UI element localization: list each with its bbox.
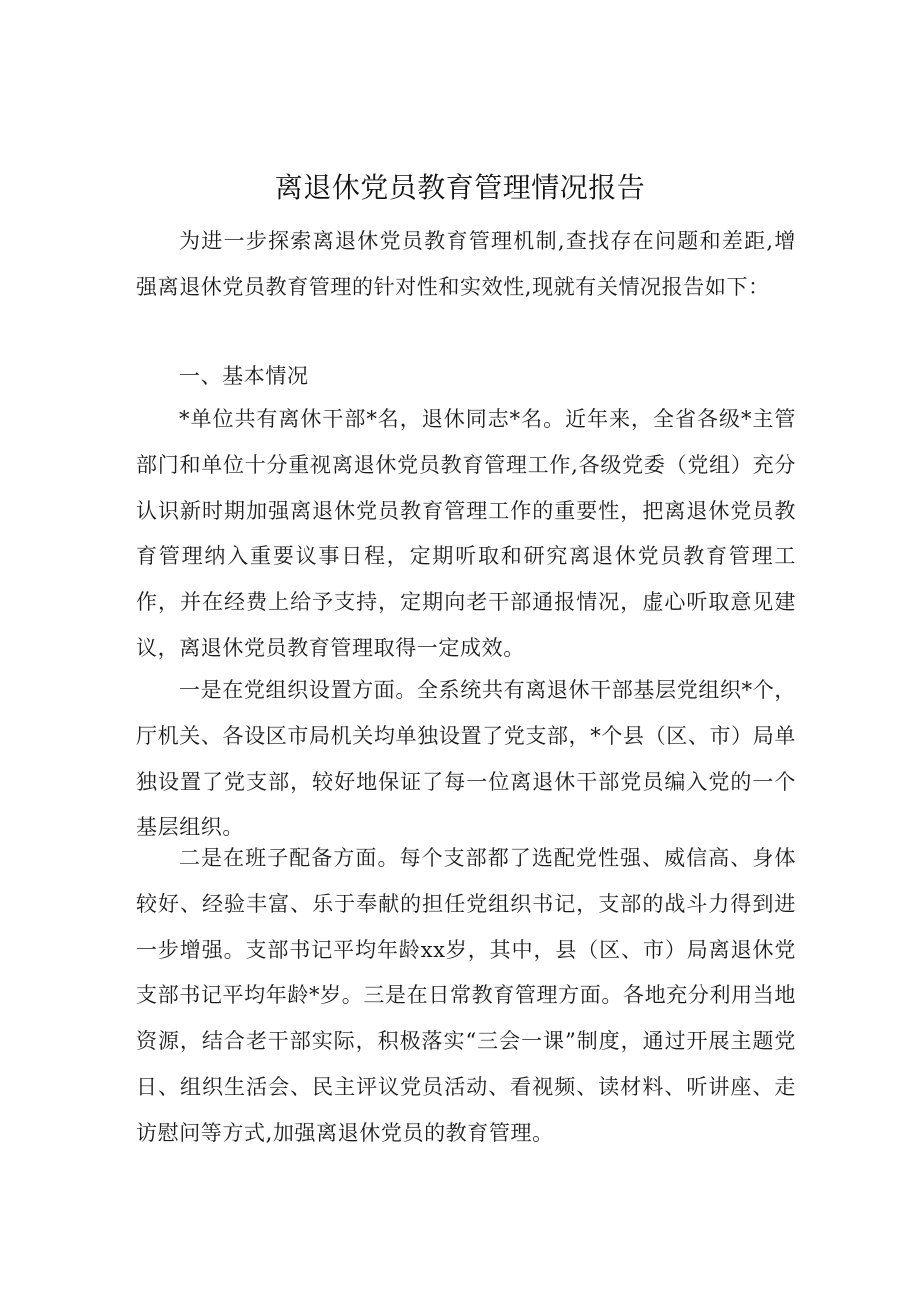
document-title: 离退休党员教育管理情况报告 (274, 171, 646, 204)
paragraph-overview: *单位共有离休干部*名，退休同志*名。近年来，全省各级*主管部门和单位十分重视离退休党员教育管理工作,各级党委（党组）充分认识新时期加强离退休党员教育管理工作的重要性，把离退休党员教育管理纳入重要议事日程，定期听取和研究离退休党员教育管理工作，并在经费上给予支持，定期向老干部通报情况，虚心听取意见建议，离退休党员教育管理取得一定成效。 (136, 407, 796, 660)
paragraph-party-organization: 一是在党组织设置方面。全系统共有离退休干部基层党组织*个，厅机关、各设区市局机关均单独设置了党支部，*个县（区、市）局单独设置了党支部，较好地保证了每一位离退休干部党员编入党的一个基层组织。 (136, 678, 796, 840)
intro-paragraph: 为进一步探索离退休党员教育管理机制,查找存在问题和差距,增强离退休党员教育管理的针对性和实效性,现就有关情况报告如下： (136, 229, 796, 299)
section-heading-basic-situation: 一、基本情况 (179, 364, 309, 388)
paragraph-team-staffing: 二是在班子配备方面。每个支部都了选配党性强、威信高、身体较好、经验丰富、乐于奉献的担任党组织书记，支部的战斗力得到进一步增强。支部书记平均年龄xx岁，其中，县（区、市）局离退休党支部书记平均年龄*岁。三是在日常教育管理方面。各地充分利用当地资源，结合老干部实际，积极落实“三会一课”制度，通过开展主题党日、组织生活会、民主评议党员活动、看视频、读材料、听讲座、走访慰问等方式,加强离退休党员的教育管理。 (136, 846, 796, 1145)
